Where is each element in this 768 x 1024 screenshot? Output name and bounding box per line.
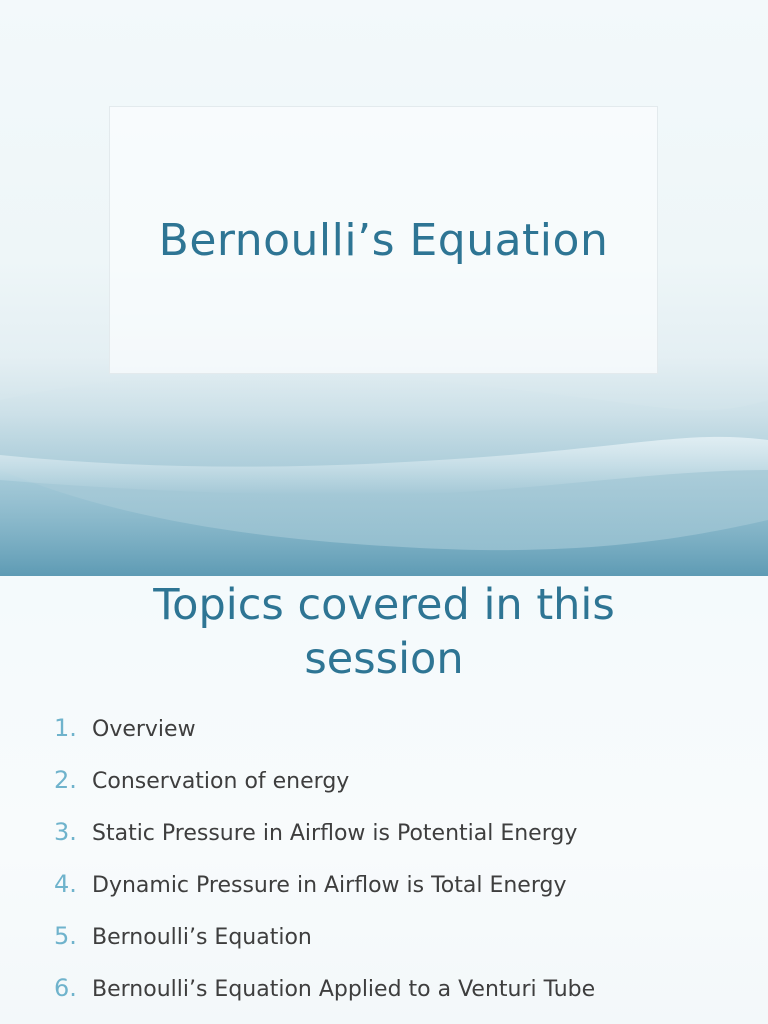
- topic-text: Bernoulli’s Equation: [92, 925, 312, 950]
- topic-item: [54, 974, 768, 1024]
- topic-number: 2.: [54, 766, 77, 794]
- topics-heading-line1: Topics covered in this: [153, 580, 615, 630]
- topic-number: 1.: [54, 714, 77, 742]
- topics-list: [54, 714, 768, 1024]
- topic-number: 6.: [54, 974, 77, 1002]
- topic-item: [54, 818, 768, 870]
- slide-title: Bernoulli’s Equation: [158, 214, 609, 266]
- topic-item: [54, 766, 768, 818]
- topic-text: Overview: [92, 717, 196, 742]
- topic-item: [54, 870, 768, 922]
- topic-text: Static Pressure in Airflow is Potential Energy: [92, 821, 578, 846]
- topics-heading-line2: session: [304, 634, 464, 684]
- topic-number: 5.: [54, 922, 77, 950]
- topic-text: Conservation of energy: [92, 769, 350, 794]
- topic-number: 3.: [54, 818, 77, 846]
- topics-heading: [0, 578, 768, 686]
- topic-number: 4.: [54, 870, 77, 898]
- topic-item: [54, 922, 768, 974]
- topics-slide: [0, 576, 768, 1024]
- topic-item: [54, 714, 768, 766]
- topic-text: Dynamic Pressure in Airflow is Total Energy: [92, 873, 567, 898]
- title-box: [109, 106, 658, 374]
- topic-text: Bernoulli’s Equation Applied to a Venturi Tube: [92, 977, 596, 1002]
